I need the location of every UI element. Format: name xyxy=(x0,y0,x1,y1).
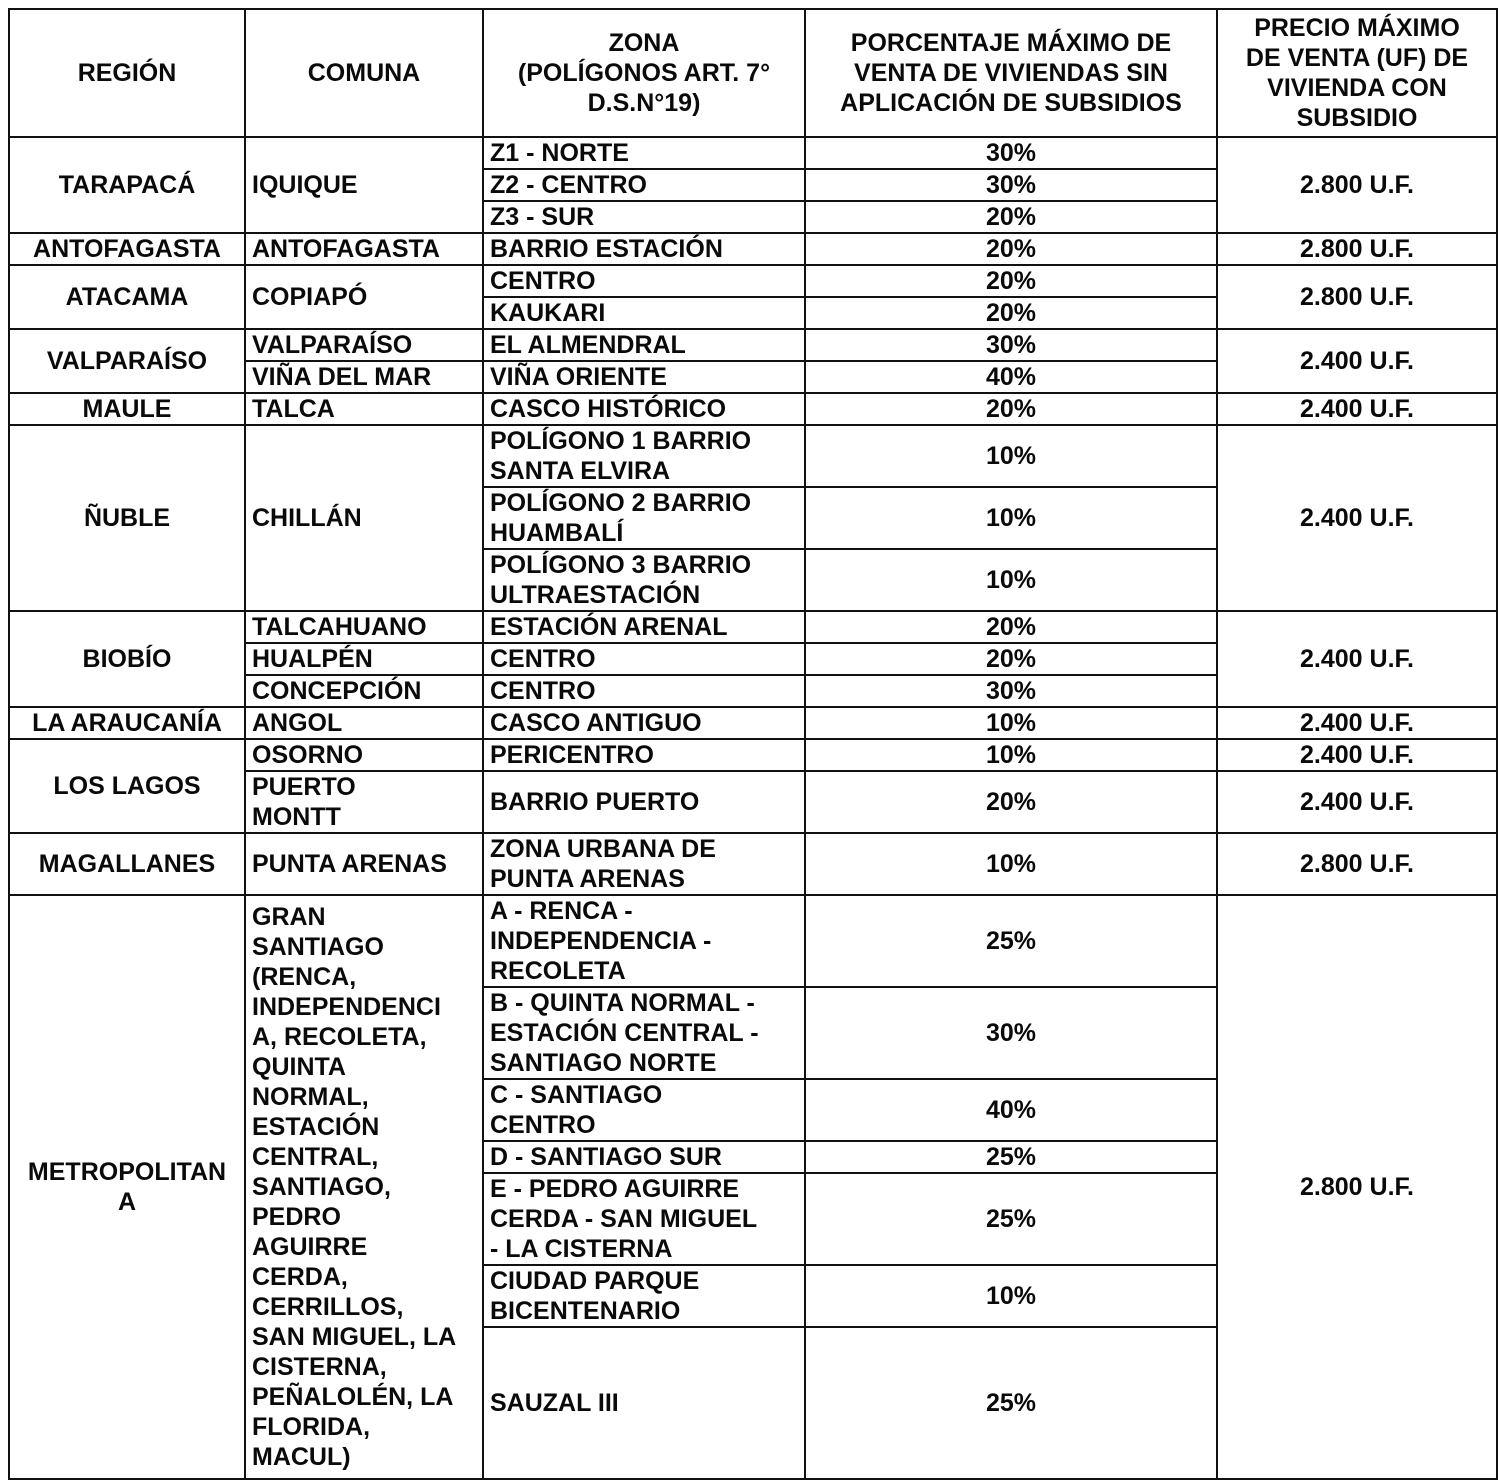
comuna-cell-line: GRAN xyxy=(252,903,326,931)
porcentaje-cell xyxy=(805,1141,1217,1173)
precio-cell-line: 2.400 U.F. xyxy=(1300,709,1414,737)
zona-cell xyxy=(483,329,805,361)
porcentaje-cell xyxy=(805,707,1217,739)
table-row xyxy=(9,393,1497,425)
header-comuna xyxy=(245,9,483,137)
porcentaje-cell xyxy=(805,833,1217,895)
precio-cell-line: 2.800 U.F. xyxy=(1300,850,1414,878)
region-cell xyxy=(9,329,245,393)
region-cell-line: TARAPACÁ xyxy=(58,171,196,199)
comuna-cell-line: A, RECOLETA, xyxy=(252,1023,427,1051)
comuna-cell-line: VALPARAÍSO xyxy=(252,331,413,359)
porcentaje-cell-line: 10% xyxy=(985,741,1037,769)
zona-cell-line: PUNTA ARENAS xyxy=(490,865,685,893)
precio-cell-line: 2.400 U.F. xyxy=(1300,347,1414,375)
zona-cell xyxy=(483,1265,805,1327)
comuna-cell-line: FLORIDA, xyxy=(252,1413,371,1441)
zona-cell xyxy=(483,987,805,1079)
porcentaje-cell-line: 30% xyxy=(985,171,1037,199)
region-cell xyxy=(9,265,245,329)
zona-cell-line: BARRIO PUERTO xyxy=(490,788,700,816)
porcentaje-cell xyxy=(805,739,1217,771)
zona-cell xyxy=(483,707,805,739)
porcentaje-cell xyxy=(805,771,1217,833)
zona-cell xyxy=(483,771,805,833)
zona-cell-line: EL ALMENDRAL xyxy=(490,331,686,359)
porcentaje-cell xyxy=(805,393,1217,425)
comuna-cell xyxy=(245,643,483,675)
comuna-cell xyxy=(245,361,483,393)
comuna-cell xyxy=(245,233,483,265)
porcentaje-cell-line: 20% xyxy=(985,645,1037,673)
region-cell xyxy=(9,895,245,1479)
precio-cell-line: 2.800 U.F. xyxy=(1300,235,1414,263)
porcentaje-cell xyxy=(805,201,1217,233)
zona-cell xyxy=(483,393,805,425)
region-cell-line: A xyxy=(117,1188,137,1216)
comuna-cell-line: QUINTA xyxy=(252,1053,346,1081)
header-region-line: REGIÓN xyxy=(77,59,177,87)
zona-cell-line: SAUZAL III xyxy=(490,1389,619,1417)
porcentaje-cell-line: 20% xyxy=(985,203,1037,231)
zona-cell-line: POLÍGONO 1 BARRIO xyxy=(490,427,752,455)
comuna-cell-line: PEÑALOLÉN, LA xyxy=(252,1383,454,1411)
comuna-cell xyxy=(245,707,483,739)
porcentaje-cell-line: 20% xyxy=(985,299,1037,327)
region-cell xyxy=(9,137,245,233)
region-cell-line: MAULE xyxy=(82,395,172,423)
porcentaje-cell-line: 40% xyxy=(985,1096,1037,1124)
zona-cell-line: ESTACIÓN CENTRAL - xyxy=(490,1019,759,1047)
table-row xyxy=(9,137,1497,169)
precio-cell-line: 2.800 U.F. xyxy=(1300,283,1414,311)
porcentaje-cell xyxy=(805,297,1217,329)
zona-cell xyxy=(483,895,805,987)
porcentaje-cell xyxy=(805,425,1217,487)
precio-cell xyxy=(1217,739,1497,771)
porcentaje-cell xyxy=(805,233,1217,265)
header-precio-line: PRECIO MÁXIMO xyxy=(1254,14,1460,42)
precio-cell-line: 2.400 U.F. xyxy=(1300,741,1414,769)
porcentaje-cell xyxy=(805,895,1217,987)
porcentaje-cell xyxy=(805,1173,1217,1265)
porcentaje-cell xyxy=(805,675,1217,707)
region-cell xyxy=(9,233,245,265)
region-cell-line: ATACAMA xyxy=(65,283,189,311)
precio-cell xyxy=(1217,771,1497,833)
precio-cell xyxy=(1217,611,1497,707)
comuna-cell-line: SAN MIGUEL, LA xyxy=(252,1323,457,1351)
comuna-cell xyxy=(245,137,483,233)
region-cell xyxy=(9,393,245,425)
region-cell-line: BIOBÍO xyxy=(82,645,172,673)
region-cell xyxy=(9,611,245,707)
comuna-cell-line: AGUIRRE xyxy=(252,1233,368,1261)
header-comuna-line: COMUNA xyxy=(307,59,421,87)
header-region xyxy=(9,9,245,137)
comuna-cell xyxy=(245,771,483,833)
porcentaje-cell-line: 25% xyxy=(985,1389,1037,1417)
comuna-cell xyxy=(245,329,483,361)
precio-cell xyxy=(1217,265,1497,329)
region-cell-line: LOS LAGOS xyxy=(53,772,201,800)
zona-cell-line: CENTRO xyxy=(490,645,596,673)
comuna-cell-line: CISTERNA, xyxy=(252,1353,387,1381)
table-row xyxy=(9,707,1497,739)
comuna-cell-line: INDEPENDENCI xyxy=(252,993,441,1021)
comuna-cell-line: OSORNO xyxy=(252,741,364,769)
comuna-cell xyxy=(245,675,483,707)
porcentaje-cell-line: 20% xyxy=(985,395,1037,423)
comuna-cell-line: CERDA, xyxy=(252,1263,348,1291)
comuna-cell xyxy=(245,393,483,425)
header-zona-line: ZONA xyxy=(608,29,680,57)
comuna-cell xyxy=(245,265,483,329)
region-cell xyxy=(9,425,245,611)
region-cell-line: VALPARAÍSO xyxy=(46,347,208,375)
zonas-table xyxy=(8,8,1498,1480)
comuna-cell-line: (RENCA, xyxy=(252,963,357,991)
zona-cell-line: VIÑA ORIENTE xyxy=(490,363,667,391)
zona-cell-line: BARRIO ESTACIÓN xyxy=(490,235,723,263)
table-row xyxy=(9,611,1497,643)
comuna-cell-line: NORMAL, xyxy=(252,1083,369,1111)
region-cell-line: LA ARAUCANÍA xyxy=(32,709,222,737)
region-cell-line: ANTOFAGASTA xyxy=(33,235,221,263)
porcentaje-cell xyxy=(805,1327,1217,1479)
porcentaje-cell xyxy=(805,169,1217,201)
porcentaje-cell-line: 25% xyxy=(985,1205,1037,1233)
precio-cell-line: 2.400 U.F. xyxy=(1300,788,1414,816)
zona-cell xyxy=(483,201,805,233)
precio-cell xyxy=(1217,707,1497,739)
table-row xyxy=(9,265,1497,297)
zona-cell-line: POLÍGONO 3 BARRIO xyxy=(490,551,752,579)
zona-cell xyxy=(483,137,805,169)
precio-cell-line: 2.400 U.F. xyxy=(1300,645,1414,673)
porcentaje-cell xyxy=(805,1265,1217,1327)
porcentaje-cell xyxy=(805,987,1217,1079)
zona-cell-line: ULTRAESTACIÓN xyxy=(490,581,701,609)
comuna-cell-line: SANTIAGO, xyxy=(252,1173,391,1201)
porcentaje-cell xyxy=(805,137,1217,169)
zona-cell-line: CASCO HISTÓRICO xyxy=(490,395,727,423)
zona-cell xyxy=(483,643,805,675)
zona-cell xyxy=(483,675,805,707)
zona-cell xyxy=(483,487,805,549)
zona-cell-line: Z2 - CENTRO xyxy=(490,171,647,199)
porcentaje-cell xyxy=(805,611,1217,643)
zona-cell xyxy=(483,833,805,895)
porcentaje-cell-line: 20% xyxy=(985,613,1037,641)
zona-cell xyxy=(483,233,805,265)
comuna-cell xyxy=(245,739,483,771)
porcentaje-cell-line: 10% xyxy=(985,1282,1037,1310)
zona-cell xyxy=(483,425,805,487)
region-cell-line: MAGALLANES xyxy=(38,850,216,878)
zona-cell-line: SANTIAGO NORTE xyxy=(490,1049,717,1077)
porcentaje-cell-line: 10% xyxy=(985,709,1037,737)
precio-cell-line: 2.400 U.F. xyxy=(1300,504,1414,532)
comuna-cell-line: PUERTO xyxy=(252,773,356,801)
comuna-cell xyxy=(245,611,483,643)
porcentaje-cell xyxy=(805,361,1217,393)
porcentaje-cell-line: 30% xyxy=(985,1019,1037,1047)
zona-cell xyxy=(483,169,805,201)
zona-cell-line: SANTA ELVIRA xyxy=(490,457,671,485)
porcentaje-cell-line: 10% xyxy=(985,566,1037,594)
comuna-cell-line: CERRILLOS, xyxy=(252,1293,404,1321)
header-precio-line: SUBSIDIO xyxy=(1296,104,1418,132)
comuna-cell-line: CONCEPCIÓN xyxy=(252,677,422,705)
header-zona-line: D.S.N°19) xyxy=(587,89,701,117)
header-zona-line: (POLÍGONOS ART. 7° xyxy=(517,59,771,87)
zona-cell-line: CASCO ANTIGUO xyxy=(490,709,702,737)
comuna-cell-line: MONTT xyxy=(252,803,341,831)
comuna-cell-line: CENTRAL, xyxy=(252,1143,379,1171)
comuna-cell-line: COPIAPÓ xyxy=(252,283,368,311)
table-row xyxy=(9,895,1497,987)
porcentaje-cell xyxy=(805,549,1217,611)
header-porcentaje-line: PORCENTAJE MÁXIMO DE xyxy=(850,29,1172,57)
zona-cell-line: CENTRO xyxy=(490,677,596,705)
region-cell-line: ÑUBLE xyxy=(83,504,171,532)
comuna-cell-line: PEDRO xyxy=(252,1203,341,1231)
table-row xyxy=(9,833,1497,895)
zona-cell xyxy=(483,1079,805,1141)
comuna-cell-line: ANGOL xyxy=(252,709,343,737)
comuna-cell-line: SANTIAGO xyxy=(252,933,384,961)
zona-cell-line: A - RENCA - xyxy=(490,897,633,925)
porcentaje-cell-line: 30% xyxy=(985,677,1037,705)
porcentaje-cell-line: 20% xyxy=(985,267,1037,295)
table-row xyxy=(9,233,1497,265)
header-porcentaje-line: VENTA DE VIVIENDAS SIN xyxy=(854,59,1168,87)
zona-cell-line: C - SANTIAGO xyxy=(490,1081,663,1109)
precio-cell xyxy=(1217,895,1497,1479)
zona-cell xyxy=(483,1327,805,1479)
region-cell xyxy=(9,833,245,895)
precio-cell-line: 2.400 U.F. xyxy=(1300,395,1414,423)
porcentaje-cell-line: 30% xyxy=(985,139,1037,167)
header-porcentaje-line: APLICACIÓN DE SUBSIDIOS xyxy=(840,89,1182,117)
porcentaje-cell-line: 25% xyxy=(985,927,1037,955)
precio-cell xyxy=(1217,425,1497,611)
zona-cell-line: ESTACIÓN ARENAL xyxy=(490,613,728,641)
porcentaje-cell xyxy=(805,329,1217,361)
zona-cell-line: D - SANTIAGO SUR xyxy=(490,1143,722,1171)
precio-cell xyxy=(1217,137,1497,233)
precio-cell-line: 2.800 U.F. xyxy=(1300,171,1414,199)
zona-cell-line: Z3 - SUR xyxy=(490,203,595,231)
zona-cell-line: HUAMBALÍ xyxy=(490,519,624,547)
precio-cell xyxy=(1217,393,1497,425)
zona-cell-line: E - PEDRO AGUIRRE xyxy=(490,1175,740,1203)
zona-cell-line: CERDA - SAN MIGUEL xyxy=(490,1205,758,1233)
comuna-cell-line: MACUL) xyxy=(252,1443,351,1471)
comuna-cell-line: VIÑA DEL MAR xyxy=(252,363,432,391)
header-porcentaje xyxy=(805,9,1217,137)
comuna-cell-line: HUALPÉN xyxy=(252,645,373,673)
porcentaje-cell-line: 10% xyxy=(985,504,1037,532)
zona-cell xyxy=(483,549,805,611)
header-precio-line: VIVIENDA CON xyxy=(1267,74,1447,102)
precio-cell xyxy=(1217,329,1497,393)
porcentaje-cell-line: 10% xyxy=(985,850,1037,878)
zona-cell-line: CIUDAD PARQUE xyxy=(490,1267,700,1295)
comuna-cell-line: PUNTA ARENAS xyxy=(252,850,447,878)
comuna-cell xyxy=(245,833,483,895)
comuna-cell-line: TALCA xyxy=(252,395,335,423)
header-precio xyxy=(1217,9,1497,137)
zona-cell-line: B - QUINTA NORMAL - xyxy=(490,989,755,1017)
precio-cell xyxy=(1217,833,1497,895)
zona-cell-line: INDEPENDENCIA - xyxy=(490,927,712,955)
porcentaje-cell xyxy=(805,265,1217,297)
comuna-cell-line: TALCAHUANO xyxy=(252,613,427,641)
table-row xyxy=(9,425,1497,487)
comuna-cell-line: ANTOFAGASTA xyxy=(252,235,440,263)
comuna-cell-line: ESTACIÓN xyxy=(252,1113,380,1141)
region-cell xyxy=(9,739,245,833)
porcentaje-cell xyxy=(805,643,1217,675)
zona-cell-line: BICENTENARIO xyxy=(490,1297,681,1325)
zona-cell-line: Z1 - NORTE xyxy=(490,139,629,167)
zona-cell xyxy=(483,297,805,329)
porcentaje-cell xyxy=(805,487,1217,549)
comuna-cell-line: IQUIQUE xyxy=(252,171,358,199)
zona-cell-line: CENTRO xyxy=(490,267,596,295)
zona-cell-line: PERICENTRO xyxy=(490,741,654,769)
region-cell xyxy=(9,707,245,739)
porcentaje-cell-line: 40% xyxy=(985,363,1037,391)
zona-cell xyxy=(483,1173,805,1265)
comuna-cell xyxy=(245,895,483,1479)
zona-cell xyxy=(483,1141,805,1173)
table-row xyxy=(9,329,1497,361)
region-cell-line: METROPOLITAN xyxy=(27,1158,227,1186)
header-zona xyxy=(483,9,805,137)
table-body xyxy=(9,137,1497,1479)
zona-cell-line: POLÍGONO 2 BARRIO xyxy=(490,489,752,517)
comuna-cell-line: CHILLÁN xyxy=(252,504,362,532)
porcentaje-cell-line: 10% xyxy=(985,442,1037,470)
precio-cell-line: 2.800 U.F. xyxy=(1300,1173,1414,1201)
zona-cell-line: KAUKARI xyxy=(490,299,606,327)
comuna-cell xyxy=(245,425,483,611)
zona-cell-line: ZONA URBANA DE xyxy=(490,835,716,863)
zona-cell xyxy=(483,361,805,393)
zona-cell-line: RECOLETA xyxy=(490,957,626,985)
zona-cell xyxy=(483,265,805,297)
porcentaje-cell-line: 30% xyxy=(985,331,1037,359)
precio-cell xyxy=(1217,233,1497,265)
table-row xyxy=(9,739,1497,771)
header-precio-line: DE VENTA (UF) DE xyxy=(1245,44,1469,72)
porcentaje-cell-line: 20% xyxy=(985,788,1037,816)
porcentaje-cell xyxy=(805,1079,1217,1141)
zona-cell xyxy=(483,611,805,643)
header-row xyxy=(9,9,1497,137)
zona-cell-line: - LA CISTERNA xyxy=(490,1235,673,1263)
zona-cell-line: CENTRO xyxy=(490,1111,596,1139)
porcentaje-cell-line: 20% xyxy=(985,235,1037,263)
porcentaje-cell-line: 25% xyxy=(985,1143,1037,1171)
zona-cell xyxy=(483,739,805,771)
